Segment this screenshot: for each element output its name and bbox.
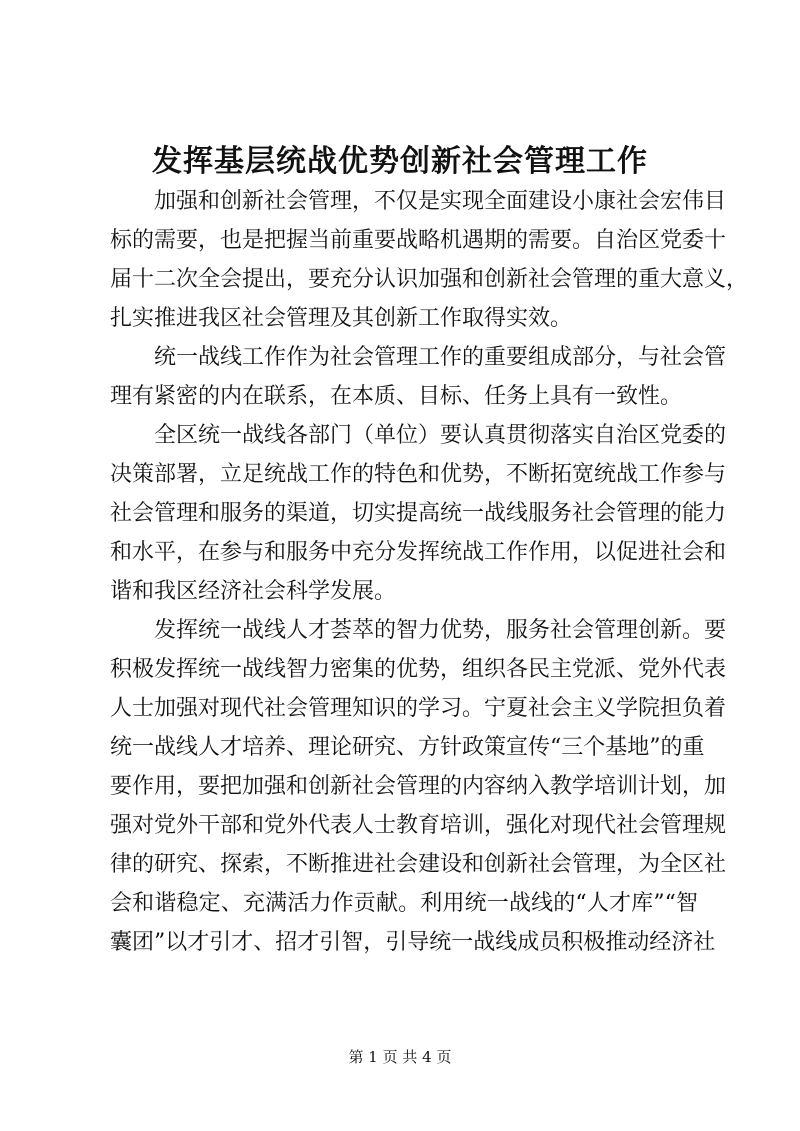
text-line: 统一战线人才培养、理论研究、方针政策宣传“三个基地”的重 bbox=[110, 735, 705, 760]
text-line: 囊团”以才引才、招才引智，引导统一战线成员积极推动经济社 bbox=[110, 930, 716, 955]
text-line: 会和谐稳定、充满活力作贡献。利用统一战线的“人才库”“智 bbox=[110, 891, 698, 916]
text-line: 理有紧密的内在联系，在本质、目标、任务上具有一致性。 bbox=[110, 384, 683, 409]
page-footer: 第 1 页 共 4 页 bbox=[348, 1048, 452, 1066]
text-line: 和水平，在参与和服务中充分发挥统战工作作用，以促进社会和 bbox=[110, 540, 727, 565]
text-line: 发挥统一战线人才荟萃的智力优势，服务社会管理创新。要 bbox=[154, 618, 727, 643]
text-line: 强对党外干部和党外代表人士教育培训，强化对现代社会管理规 bbox=[110, 813, 727, 838]
text-line: 要作用，要把加强和创新社会管理的内容纳入教学培训计划，加 bbox=[110, 774, 727, 799]
text-line: 标的需要，也是把握当前重要战略机遇期的需要。自治区党委十 bbox=[110, 228, 727, 253]
document-body bbox=[110, 182, 749, 962]
text-line: 决策部署，立足统战工作的特色和优势，不断拓宽统战工作参与 bbox=[110, 462, 727, 487]
text-line: 积极发挥统一战线智力密集的优势，组织各民主党派、党外代表 bbox=[110, 657, 727, 682]
text-line: 加强和创新社会管理，不仅是实现全面建设小康社会宏伟目 bbox=[154, 189, 727, 214]
text-line: 扎实推进我区社会管理及其创新工作取得实效。 bbox=[110, 306, 573, 331]
text-line: 社会管理和服务的渠道，切实提高统一战线服务社会管理的能力 bbox=[110, 501, 727, 526]
text-line: 届十二次全会提出，要充分认识加强和创新社会管理的重大意义， bbox=[110, 267, 749, 292]
text-line: 全区统一战线各部门（单位）要认真贯彻落实自治区党委的 bbox=[154, 423, 727, 448]
text-line: 律的研究、探索，不断推进社会建设和创新社会管理，为全区社 bbox=[110, 852, 727, 877]
text-line: 人士加强对现代社会管理知识的学习。宁夏社会主义学院担负着 bbox=[110, 696, 727, 721]
document-title: 发挥基层统战优势创新社会管理工作 bbox=[152, 144, 648, 179]
text-line: 谐和我区经济社会科学发展。 bbox=[110, 579, 397, 604]
text-line: 统一战线工作作为社会管理工作的重要组成部分，与社会管 bbox=[154, 345, 727, 370]
